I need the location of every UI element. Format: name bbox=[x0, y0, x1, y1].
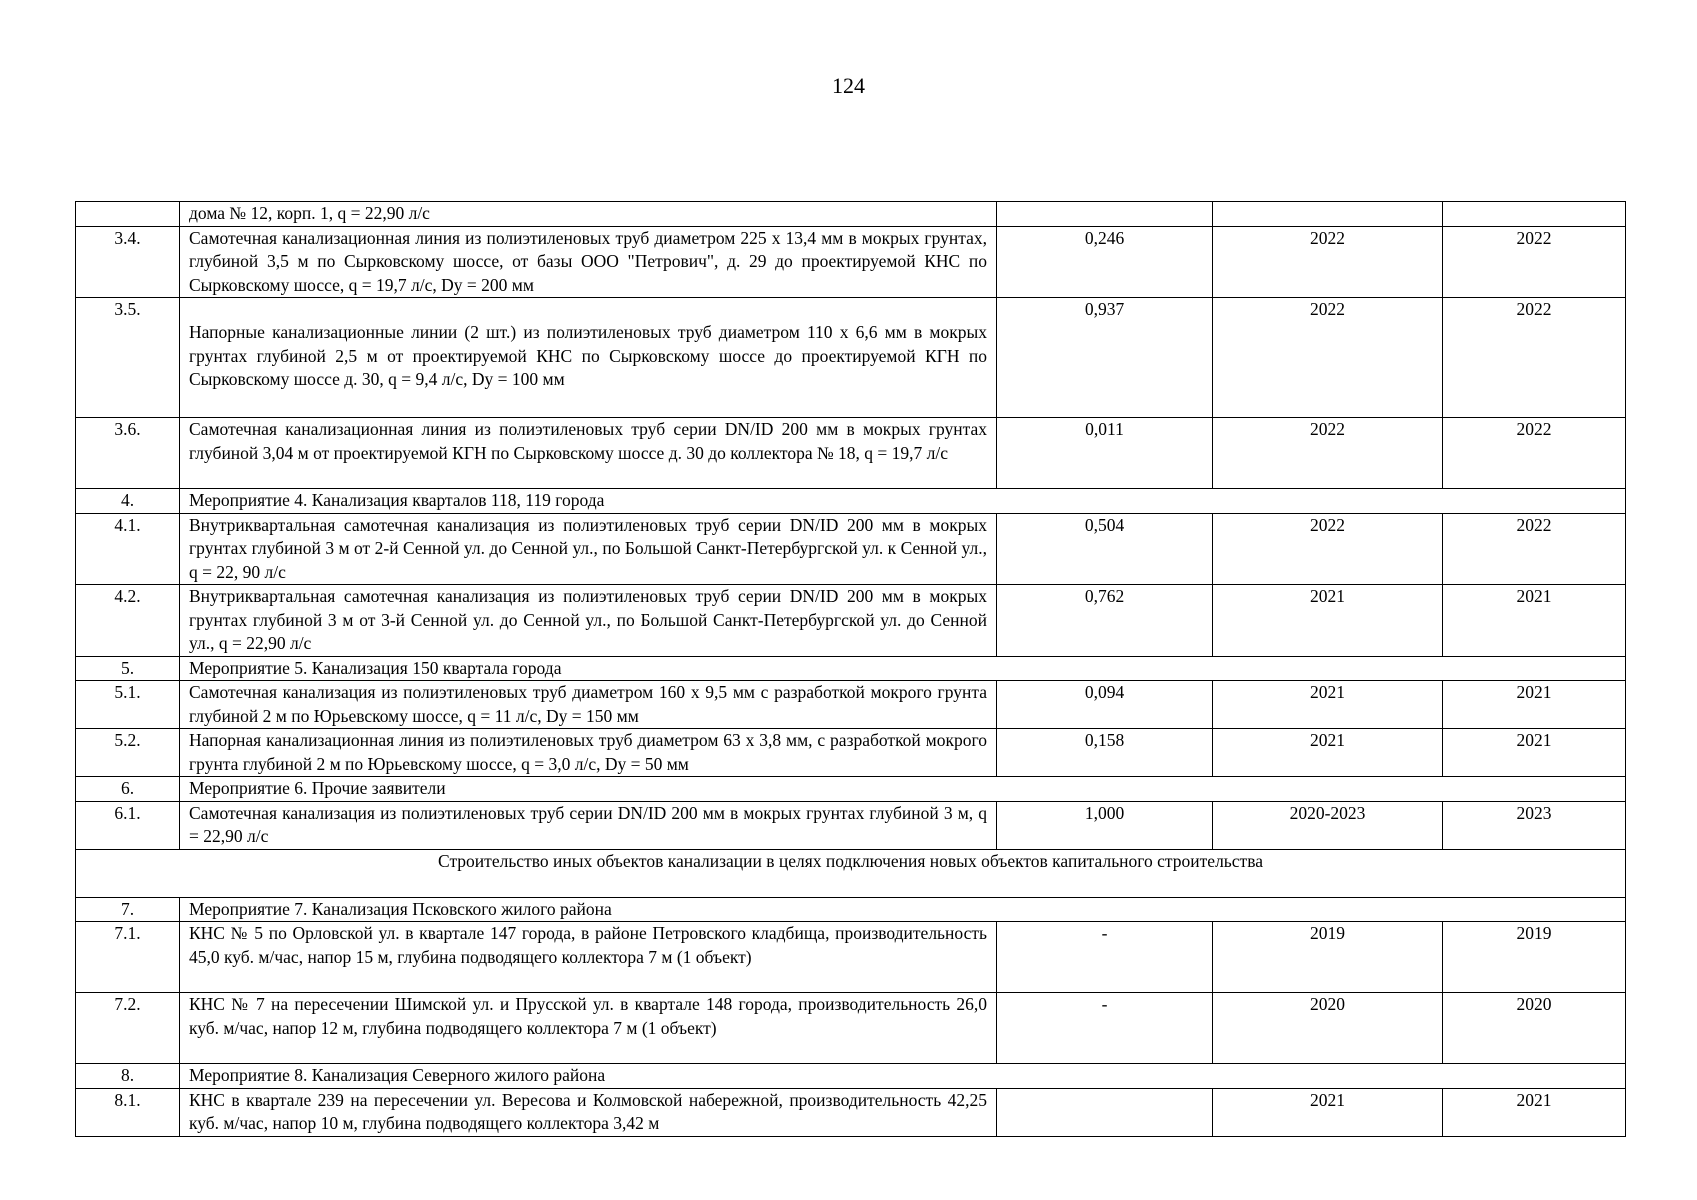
row-description: КНС № 5 по Орловской ул. в квартале 147 города, в районе Петровского кладбища, производительность 45,0 куб. м/час, напор 15 м, глубина подводящего коллектора 7 м (1 объект) bbox=[180, 922, 997, 993]
row-length: 0,937 bbox=[997, 298, 1213, 418]
table-row bbox=[76, 298, 1626, 418]
table-row bbox=[76, 418, 1626, 489]
table-row bbox=[76, 729, 1626, 777]
row-end-year: 2021 bbox=[1443, 1088, 1626, 1136]
row-length: - bbox=[997, 993, 1213, 1064]
measure-title: Мероприятие 6. Прочие заявители bbox=[180, 777, 1626, 802]
row-number: 4. bbox=[76, 489, 180, 514]
row-end-year: 2022 bbox=[1443, 298, 1626, 418]
row-end-year: 2019 bbox=[1443, 922, 1626, 993]
row-length: 0,011 bbox=[997, 418, 1213, 489]
measure-heading-row bbox=[76, 777, 1626, 802]
row-number: 8. bbox=[76, 1064, 180, 1089]
row-end-year: 2023 bbox=[1443, 801, 1626, 849]
row-description: Самотечная канализация из полиэтиленовых труб серии DN/ID 200 мм в мокрых грунтах глубиной 3 м, q = 22,90 л/с bbox=[180, 801, 997, 849]
row-number: 6. bbox=[76, 777, 180, 802]
row-description: Самотечная канализационная линия из полиэтиленовых труб серии DN/ID 200 мм в мокрых грунтах глубиной 3,04 м от проектируемой КГН по Сырковскому шоссе д. 30 до коллектора № 18, q = 19,7 л/с bbox=[180, 418, 997, 489]
row-number: 3.5. bbox=[76, 298, 180, 418]
row-length: - bbox=[997, 922, 1213, 993]
row-number: 4.1. bbox=[76, 513, 180, 585]
row-description: Внутриквартальная самотечная канализация из полиэтиленовых труб серии DN/ID 200 мм в мокрых грунтах глубиной 3 м от 3-й Сенной ул. до Сенной ул., по Большой Санкт-Петербургской ул. до Сенной ул., q = 22,90 л/с bbox=[180, 585, 997, 657]
table-row bbox=[76, 993, 1626, 1064]
row-length bbox=[997, 202, 1213, 227]
row-number: 7.2. bbox=[76, 993, 180, 1064]
row-end-year: 2022 bbox=[1443, 513, 1626, 585]
row-number: 7.1. bbox=[76, 922, 180, 993]
row-length: 0,094 bbox=[997, 681, 1213, 729]
row-length bbox=[997, 1088, 1213, 1136]
measure-title: Мероприятие 7. Канализация Псковского жилого района bbox=[180, 897, 1626, 922]
row-length: 1,000 bbox=[997, 801, 1213, 849]
measure-title: Мероприятие 8. Канализация Северного жилого района bbox=[180, 1064, 1626, 1089]
measure-heading-row bbox=[76, 1064, 1626, 1089]
row-start-year: 2019 bbox=[1213, 922, 1443, 993]
row-number: 8.1. bbox=[76, 1088, 180, 1136]
row-start-year: 2021 bbox=[1213, 1088, 1443, 1136]
measure-title: Мероприятие 4. Канализация кварталов 118, 119 города bbox=[180, 489, 1626, 514]
row-description: КНС № 7 на пересечении Шимской ул. и Прусской ул. в квартале 148 города, производительность 26,0 куб. м/час, напор 12 м, глубина подводящего коллектора 7 м (1 объект) bbox=[180, 993, 997, 1064]
row-number: 5.1. bbox=[76, 681, 180, 729]
table-row bbox=[76, 226, 1626, 298]
row-length: 0,246 bbox=[997, 226, 1213, 298]
measure-heading-row bbox=[76, 656, 1626, 681]
table-row bbox=[76, 202, 1626, 227]
row-description: Внутриквартальная самотечная канализация из полиэтиленовых труб серии DN/ID 200 мм в мокрых грунтах глубиной 3 м от 2-й Сенной ул. до Сенной ул., по Большой Санкт-Петербургской ул. к Сенной ул., q = 22, 90 л/с bbox=[180, 513, 997, 585]
row-description: КНС в квартале 239 на пересечении ул. Вересова и Колмовской набережной, производительность 42,25 куб. м/час, напор 10 м, глубина подводящего коллектора 3,42 м bbox=[180, 1088, 997, 1136]
section-heading-row bbox=[76, 849, 1626, 897]
row-description: Самотечная канализационная линия из полиэтиленовых труб диаметром 225 х 13,4 мм в мокрых грунтах, глубиной 3,5 м по Сырковскому шоссе, от базы ООО "Петрович", д. 29 до проектируемой КНС по Сырковскому шоссе, q = 19,7 л/с, Dy = 200 мм bbox=[180, 226, 997, 298]
row-number: 5.2. bbox=[76, 729, 180, 777]
row-end-year: 2022 bbox=[1443, 226, 1626, 298]
row-description: Самотечная канализация из полиэтиленовых труб диаметром 160 х 9,5 мм с разработкой мокрого грунта глубиной 2 м по Юрьевскому шоссе, q = 11 л/с, Dy = 150 мм bbox=[180, 681, 997, 729]
table-row bbox=[76, 922, 1626, 993]
row-start-year: 2020-2023 bbox=[1213, 801, 1443, 849]
row-length: 0,504 bbox=[997, 513, 1213, 585]
row-number: 3.4. bbox=[76, 226, 180, 298]
row-end-year: 2020 bbox=[1443, 993, 1626, 1064]
row-start-year bbox=[1213, 202, 1443, 227]
measure-title: Мероприятие 5. Канализация 150 квартала города bbox=[180, 656, 1626, 681]
table-row bbox=[76, 801, 1626, 849]
row-start-year: 2022 bbox=[1213, 226, 1443, 298]
row-number bbox=[76, 202, 180, 227]
row-number: 5. bbox=[76, 656, 180, 681]
row-end-year: 2021 bbox=[1443, 585, 1626, 657]
row-start-year: 2022 bbox=[1213, 418, 1443, 489]
row-start-year: 2022 bbox=[1213, 298, 1443, 418]
row-end-year: 2021 bbox=[1443, 729, 1626, 777]
section-heading: Строительство иных объектов канализации в целях подключения новых объектов капитального строительства bbox=[76, 849, 1626, 897]
table-row bbox=[76, 681, 1626, 729]
table-row bbox=[76, 585, 1626, 657]
measures-table bbox=[75, 201, 1626, 1137]
row-number: 4.2. bbox=[76, 585, 180, 657]
row-length: 0,158 bbox=[997, 729, 1213, 777]
row-number: 6.1. bbox=[76, 801, 180, 849]
table-row bbox=[76, 513, 1626, 585]
row-start-year: 2020 bbox=[1213, 993, 1443, 1064]
row-start-year: 2022 bbox=[1213, 513, 1443, 585]
row-description: дома № 12, корп. 1, q = 22,90 л/с bbox=[180, 202, 997, 227]
measure-heading-row bbox=[76, 897, 1626, 922]
row-end-year: 2022 bbox=[1443, 418, 1626, 489]
table-row bbox=[76, 1088, 1626, 1136]
row-description: Напорные канализационные линии (2 шт.) из полиэтиленовых труб диаметром 110 х 6,6 мм в мокрых грунтах глубиной 2,5 м от проектируемой КНС по Сырковскому шоссе до проектируемой КГН по Сырковскому шоссе д. 30, q = 9,4 л/с, Dy = 100 мм bbox=[180, 298, 997, 418]
row-length: 0,762 bbox=[997, 585, 1213, 657]
row-start-year: 2021 bbox=[1213, 681, 1443, 729]
row-start-year: 2021 bbox=[1213, 729, 1443, 777]
page-number: 124 bbox=[832, 73, 865, 98]
row-description: Напорная канализационная линия из полиэтиленовых труб диаметром 63 х 3,8 мм, с разработкой мокрого грунта глубиной 2 м по Юрьевскому шоссе, q = 3,0 л/с, Dy = 50 мм bbox=[180, 729, 997, 777]
row-number: 3.6. bbox=[76, 418, 180, 489]
row-end-year bbox=[1443, 202, 1626, 227]
row-start-year: 2021 bbox=[1213, 585, 1443, 657]
row-end-year: 2021 bbox=[1443, 681, 1626, 729]
measure-heading-row bbox=[76, 489, 1626, 514]
row-number: 7. bbox=[76, 897, 180, 922]
